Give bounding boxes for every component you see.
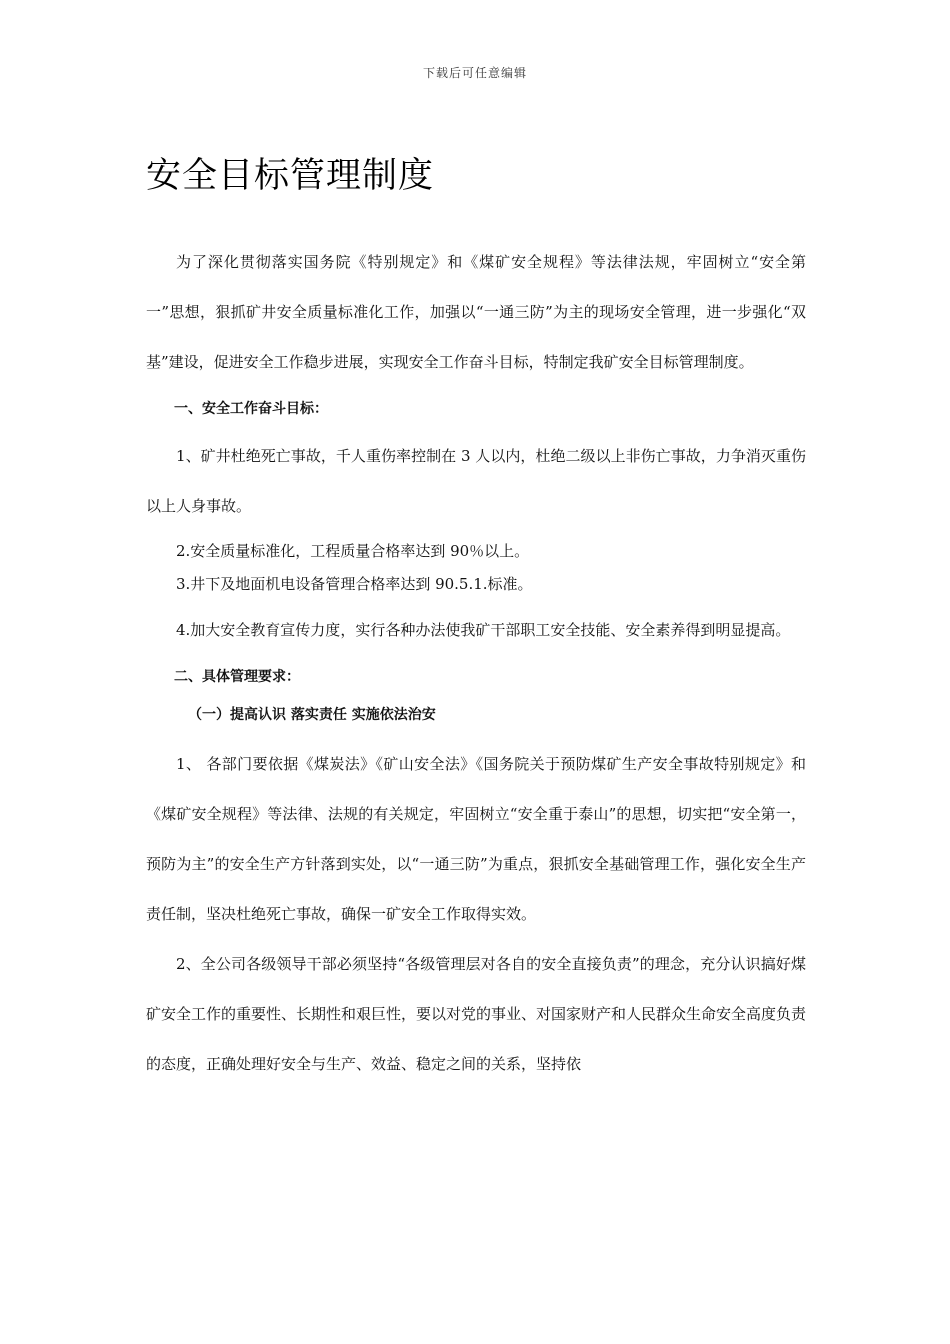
goal-item-3: 3.井下及地面机电设备管理合格率达到 90.5.1.标准。 bbox=[176, 575, 533, 593]
requirement-item-2: 2、全公司各级领导干部必须坚持“各级管理层对各自的安全直接负责”的理念，充分认识搞好煤矿安全工作的重要性、长期性和艰巨性，要以对党的事业、对国家财产和人民群众生命安全高度负责的态度，正确处理好安全与生产、效益、稳定之间的关系，坚持依 bbox=[146, 955, 807, 1073]
intro-paragraph: 为了深化贯彻落实国务院《特别规定》和《煤矿安全规程》等法律法规，牢固树立“安全第一”思想，狠抓矿井安全质量标准化工作，加强以“一通三防”为主的现场安全管理，进一步强化“双基”建设，促进安全工作稳步进展，实现安全工作奋斗目标，特制定我矿安全目标管理制度。 bbox=[146, 253, 806, 371]
section-1-heading: 一、安全工作奋斗目标： bbox=[174, 401, 328, 417]
goal-item-2: 2.安全质量标准化，工程质量合格率达到 90％以上。 bbox=[176, 542, 530, 560]
section-2-heading: 二、具体管理要求： bbox=[174, 669, 300, 685]
document-title: 安全目标管理制度 bbox=[146, 156, 435, 196]
header-note: 下载后可任意编辑 bbox=[422, 66, 527, 80]
section-2-subheading: （一）提高认识 落实责任 实施依法治安 bbox=[188, 707, 436, 723]
requirement-item-1: 1、 各部门要依据《煤炭法》《矿山安全法》《国务院关于预防煤矿生产安全事故特别规定》和《煤矿安全规程》等法律、法规的有关规定，牢固树立“安全重于泰山”的思想，切实把“安全第一，预防为主”的安全生产方针落到实处，以“一通三防”为重点，狠抓安全基础管理工作，强化安全生产责任制，坚决杜绝死亡事故，确保一矿安全工作取得实效。 bbox=[146, 755, 806, 923]
goal-item-1: 1、矿井杜绝死亡事故，千人重伤率控制在 3 人以内，杜绝二级以上非伤亡事故，力争消灭重伤以上人身事故。 bbox=[146, 447, 806, 515]
goal-item-4: 4.加大安全教育宣传力度，实行各种办法使我矿干部职工安全技能、安全素养得到明显提高。 bbox=[176, 621, 791, 639]
document-body bbox=[146, 237, 806, 1089]
